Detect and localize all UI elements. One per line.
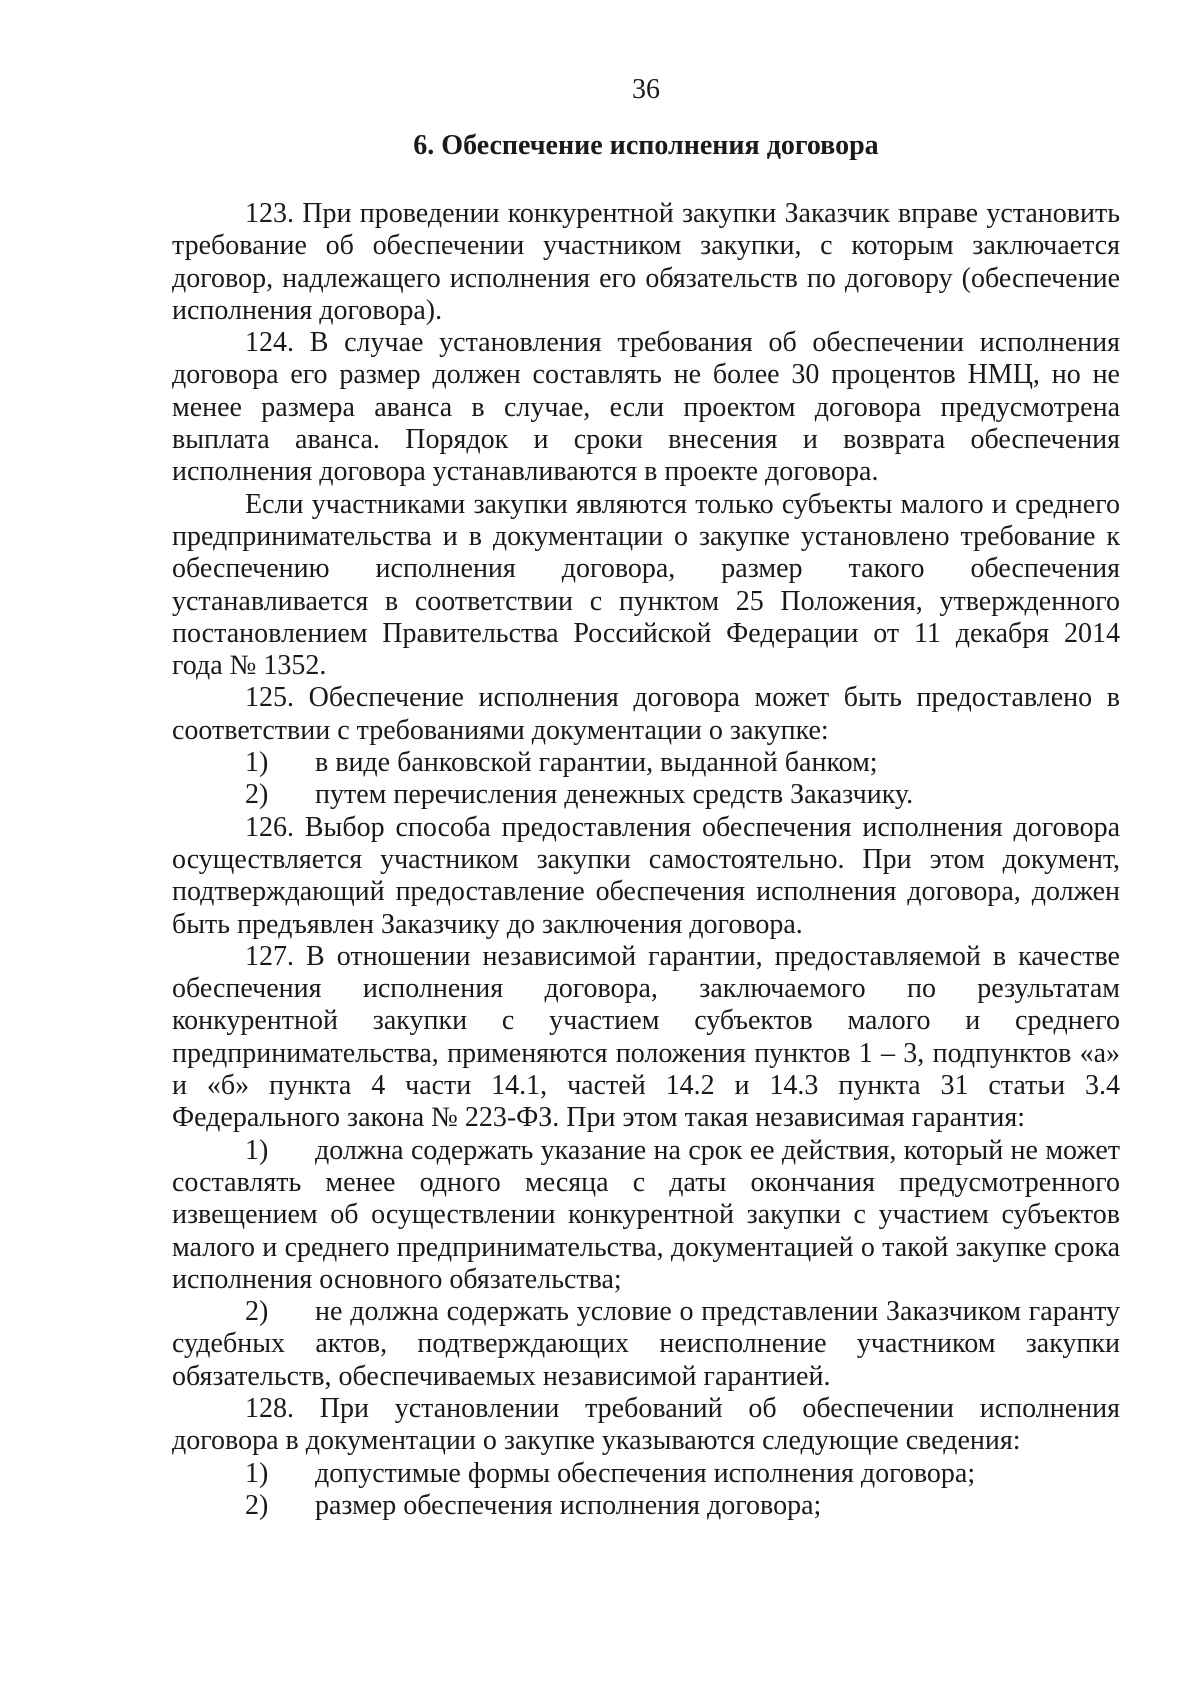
list-item-number: 2) [245, 1296, 269, 1328]
paragraph-123: 123. При проведении конкурентной закупки Заказчик вправе установить требование об обеспечении участником закупки, с которым заключается договор, надлежащего исполнения его обязательств по договору (обеспечение исполнения договора). [172, 198, 1120, 326]
list-item-number: 2) [245, 1489, 269, 1521]
paragraph-124: 124. В случае установления требования об обеспечении исполнения договора его размер должен составлять не более 30 процентов НМЦ, но не менее размера аванса в случае, если проектом договора предусмотрена выплата аванса. Порядок и сроки внесения и возврата обеспечения исполнения договора устанавливаются в проекте договора. [172, 327, 1120, 488]
list-item [172, 779, 1120, 811]
list-item [172, 1458, 1120, 1490]
list-item-text: допустимые формы обеспечения исполнения договора; [315, 1457, 976, 1489]
list-item-text: путем перечисления денежных средств Заказчику. [315, 779, 914, 811]
list-item-text: размер обеспечения исполнения договора; [315, 1489, 822, 1521]
list-item-text: должна содержать указание на срок ее действия, который не может составлять менее одного месяца с даты окончания предусмотренного извещением об осуществлении конкурентной закупки с участием субъектов малого и среднего предпринимательства, документацией о такой закупке срока исполнения основного обязательства; [172, 1134, 1120, 1295]
list-item [172, 1490, 1120, 1522]
paragraph-127: 127. В отношении независимой гарантии, предоставляемой в качестве обеспечения исполнения договора, заключаемого по результатам конкурентной закупки с участием субъектов малого и среднего предпринимательства, применяются положения пунктов 1 – 3, подпунктов «а» и «б» пункта 4 части 14.1, частей 14.2 и 14.3 пункта 31 статьи 3.4 Федерального закона № 223-ФЗ. При этом такая независимая гарантия: [172, 940, 1120, 1134]
list-item-number: 1) [245, 1457, 269, 1489]
list-item-number: 1) [245, 1134, 269, 1166]
list-item [172, 1135, 1120, 1296]
list-item [172, 1296, 1120, 1393]
document-page [172, 62, 1120, 1522]
paragraph-125: 125. Обеспечение исполнения договора может быть предоставлено в соответствии с требованиями документации о закупке: [172, 682, 1120, 746]
paragraph-126: 126. Выбор способа предоставления обеспечения исполнения договора осуществляется участником закупки самостоятельно. При этом документ, подтверждающий предоставление обеспечения исполнения договора, должен быть предъявлен Заказчику до заключения договора. [172, 811, 1120, 940]
section-title: 6. Обеспечение исполнения договора [413, 130, 879, 161]
list-item-number: 2) [245, 779, 269, 811]
page-number: 36 [632, 74, 660, 105]
list-item-text: не должна содержать условие о представлении Заказчиком гаранту судебных актов, подтверждающих неисполнение участником закупки обязательств, обеспечиваемых независимой гарантией. [172, 1296, 1120, 1392]
list-item-text: в виде банковской гарантии, выданной банком; [315, 747, 878, 779]
paragraph-128: 128. При установлении требований об обеспечении исполнения договора в документации о закупке указываются следующие сведения: [172, 1392, 1120, 1457]
list-item [172, 747, 1120, 779]
paragraph-smb-security: Если участниками закупки являются только субъекты малого и среднего предпринимательства и в документации о закупке установлено требование к обеспечению исполнения договора, размер такого обеспечения устанавливается в соответствии с пунктом 25 Положения, утвержденного постановлением Правительства Российской Федерации от 11 декабря 2014 года № 1352. [172, 488, 1120, 682]
list-item-number: 1) [245, 747, 269, 779]
